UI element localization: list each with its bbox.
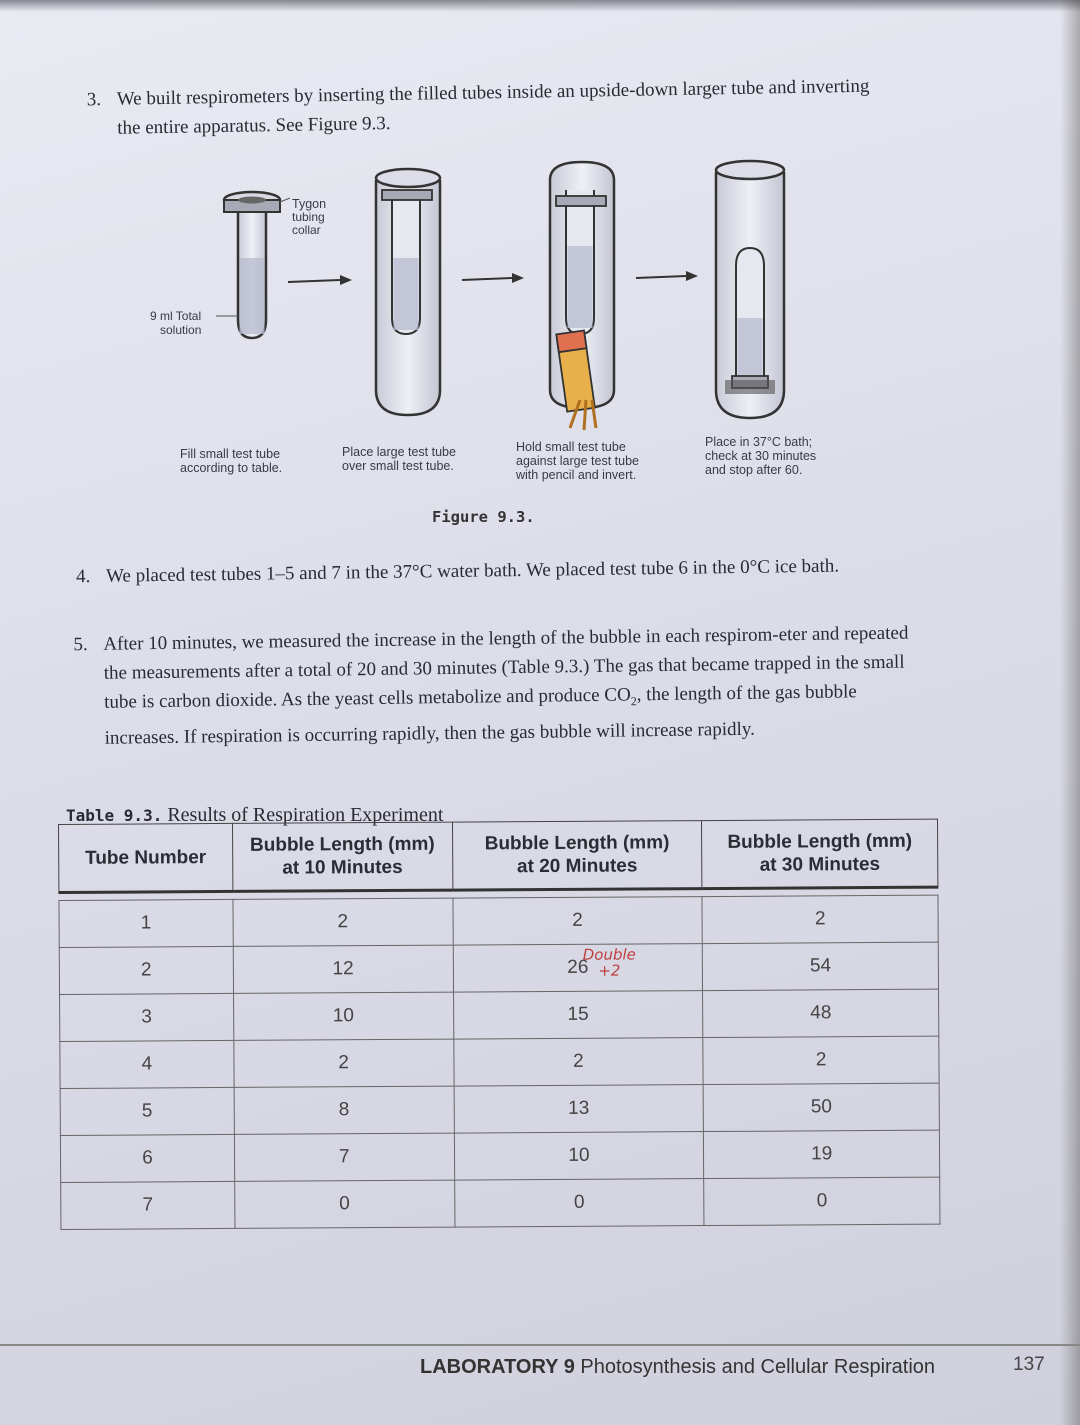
step-4 [75, 550, 936, 591]
note-line: +2 [598, 961, 621, 980]
cell-20min: 2 [453, 1038, 703, 1087]
cell-30min: 2 [703, 1036, 939, 1084]
tygon-label-3: collar [292, 223, 321, 237]
caption-line: according to table. [180, 461, 283, 475]
large-over-small-tube [376, 169, 440, 415]
header-10-min [232, 822, 452, 891]
caption-line: Hold small test tube [516, 440, 626, 454]
tube-with-pencil [550, 162, 614, 430]
cell-10min: 8 [234, 1086, 454, 1134]
header-tube-number [59, 823, 233, 892]
figure-title: Figure 9.3. [432, 508, 535, 526]
cell-10min: 2 [233, 898, 453, 946]
footer-title: Photosynthesis and Cellular Respiration [580, 1356, 936, 1378]
caption-line: and stop after 60. [705, 463, 803, 477]
note-line: Double [582, 945, 636, 964]
caption-step-2 [342, 445, 456, 473]
cell-30min: 48 [703, 989, 939, 1037]
top-shadow [0, 0, 1080, 12]
results-table [58, 819, 940, 1230]
cell-tube: 2 [59, 946, 233, 994]
arrow-icon [462, 273, 524, 283]
caption-line: with pencil and invert. [516, 468, 637, 482]
cell-20min: 15 [453, 991, 703, 1040]
footer-lab: LABORATORY 9 [420, 1356, 575, 1378]
caption-step-3 [515, 440, 639, 482]
figure-9-3-diagram [130, 150, 890, 510]
step-number: 4. [75, 566, 91, 588]
table-header-row [59, 819, 938, 892]
table-row [60, 1083, 939, 1135]
cell-10min: 7 [234, 1133, 454, 1181]
cell-20min: 13 [454, 1085, 704, 1134]
caption-line: check at 30 minutes [705, 449, 817, 463]
cell-20min: 2 [453, 897, 703, 946]
step-3 [86, 71, 898, 143]
cell-30min: 0 [704, 1177, 940, 1225]
header-30-min [702, 819, 938, 888]
caption-line: against large test tube [516, 454, 639, 468]
cell-tube: 7 [61, 1181, 235, 1229]
table-row [59, 942, 938, 994]
cell-10min: 12 [233, 945, 453, 993]
cell-10min: 2 [234, 1039, 454, 1087]
header-text: Bubble Length (mm) [484, 832, 670, 855]
header-text: at 30 Minutes [759, 853, 881, 876]
page-number: 137 [1013, 1354, 1045, 1375]
cell-10min: 0 [235, 1180, 455, 1228]
arrow-icon [636, 271, 698, 281]
header-20-min [452, 821, 702, 891]
running-footer [420, 1356, 935, 1379]
table-row [61, 1177, 940, 1229]
caption-step-4 [705, 435, 816, 477]
step-number: 5. [73, 634, 88, 656]
cell-tube: 5 [60, 1087, 234, 1135]
page-edge [1060, 0, 1080, 1425]
step-text: We placed test tubes 1–5 and 7 in the 37°C water bath. We placed test tube 6 in the 0°C ice bath. [105, 555, 840, 587]
caption-line: Fill small test tube [180, 447, 281, 461]
table-row [60, 1130, 939, 1182]
table-label: Table 9.3. [66, 806, 163, 825]
table-row [60, 989, 939, 1041]
solution-label-2: solution [160, 323, 202, 337]
caption-line: Place large test tube [342, 445, 456, 459]
cell-10min: 10 [233, 992, 453, 1040]
solution-label-1: 9 ml Total [150, 309, 202, 323]
table-row [60, 1036, 939, 1088]
header-text: Bubble Length (mm) [249, 833, 435, 856]
caption-line: Place in 37°C bath; [705, 435, 813, 449]
header-text: at 20 Minutes [516, 855, 638, 878]
cell-30min: 50 [703, 1083, 939, 1131]
step-text: After 10 minutes, we measured the increase in the length of the bubble in each respirom-eter and repeated the measurements after a total of 20 and 30 minutes (Table 9.3.) The gas that became trapped in the small tube is carbon dioxide. As the yeast cells metabolize and produce CO [103, 622, 909, 713]
tygon-label-2: tubing [292, 210, 325, 224]
cell-tube: 6 [60, 1134, 234, 1182]
handwritten-note [583, 946, 636, 978]
step-text-cont: , the length of the gas bubble increases. If respiration is occurring rapidly, then the gas bubble will increase rapidly. [104, 681, 857, 749]
cell-30min: 19 [704, 1130, 940, 1178]
cell-20min: 10 [454, 1132, 704, 1181]
cell-30min: 54 [703, 942, 939, 990]
caption-line: over small test tube. [342, 459, 454, 473]
header-text: at 10 Minutes [282, 856, 403, 879]
cell-tube: 1 [59, 899, 233, 947]
tygon-label-1: Tygon [292, 197, 327, 211]
table-row [59, 895, 938, 947]
header-text: Tube Number [85, 846, 207, 869]
table-caption: Results of Respiration Experiment [167, 804, 444, 826]
cell-30min: 2 [702, 895, 938, 943]
header-text: Bubble Length (mm) [727, 830, 913, 853]
step-number: 3. [86, 89, 102, 111]
arrow-icon [288, 275, 352, 285]
cell-20min: 0 [454, 1179, 704, 1228]
cell-20min [453, 944, 703, 993]
co2-subscript: 2 [630, 694, 637, 709]
cell-tube: 4 [60, 1040, 234, 1088]
cell-value: 26 [567, 956, 589, 978]
step-text: We built respirometers by inserting the filled tubes inside an upside-down larger tube and inverting the entire apparatus. See Figure 9.3. [116, 75, 870, 139]
step-5 [73, 618, 935, 752]
cell-tube: 3 [60, 993, 234, 1041]
footer-rule [0, 1344, 1080, 1346]
inverted-respirometer [716, 161, 784, 418]
caption-step-1 [180, 447, 282, 475]
